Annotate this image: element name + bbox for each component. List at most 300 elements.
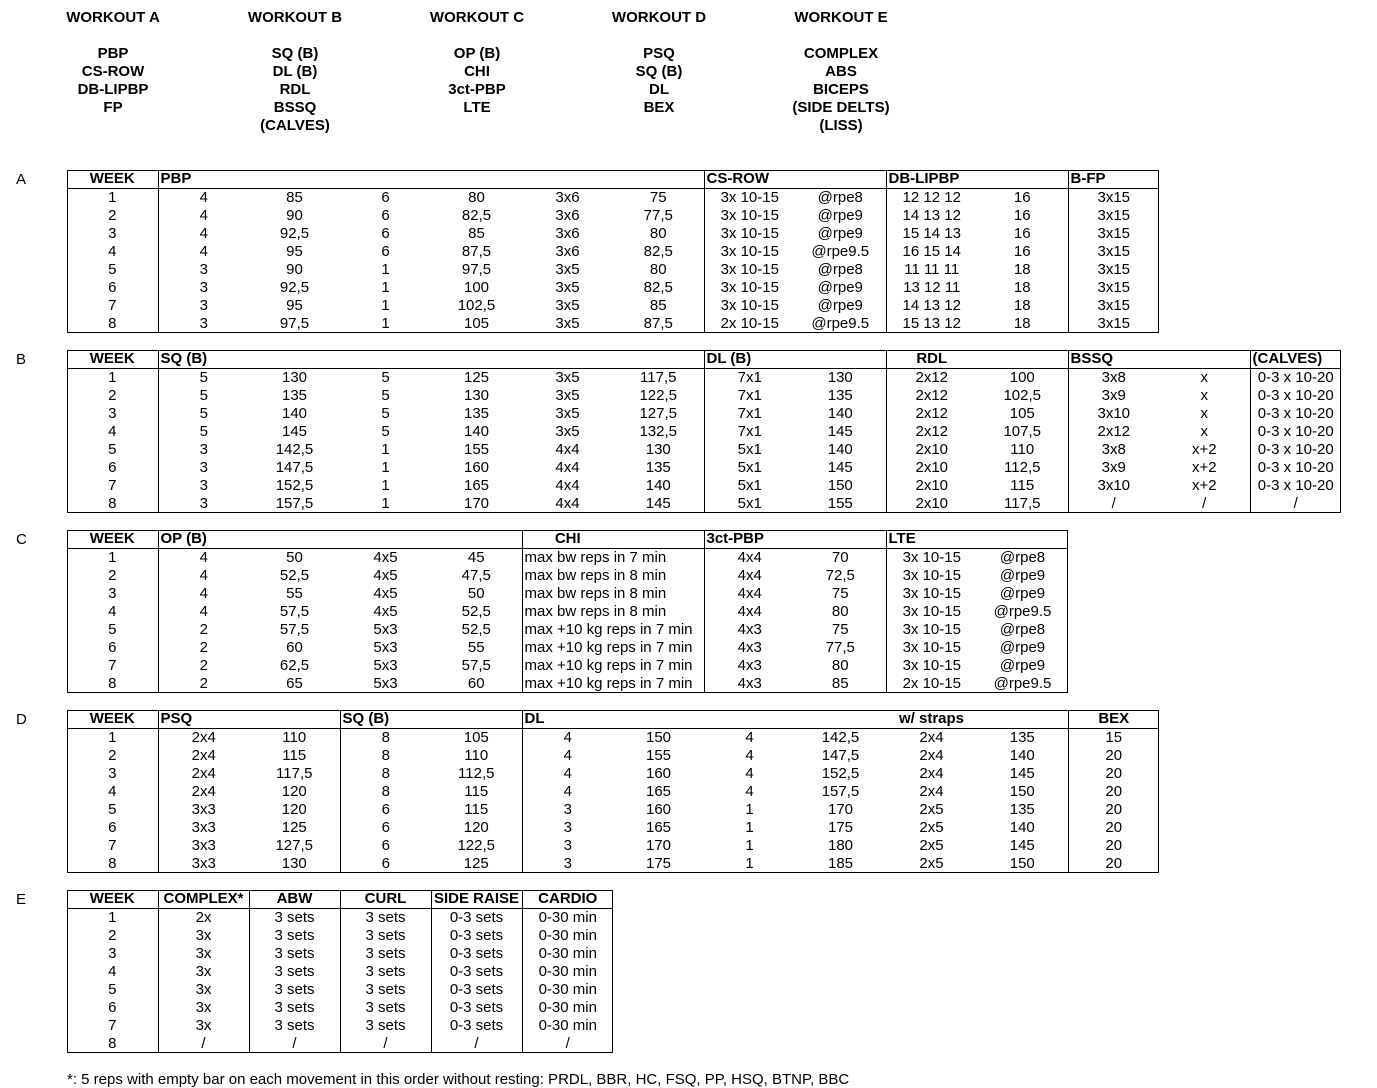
table-cell: 3: [158, 279, 249, 297]
table-cell: 5: [158, 369, 249, 388]
table-cell: 125: [463, 855, 489, 872]
table-cell: 2: [158, 657, 249, 675]
table-cell: 4: [745, 729, 754, 746]
workout-title: WORKOUT A: [66, 9, 160, 26]
table-cell: 175: [827, 819, 854, 836]
table-cell: x: [1200, 369, 1208, 386]
table-cell: 4x3: [704, 675, 795, 693]
table-cell: 4x4: [555, 441, 580, 458]
table-header-row: [67, 710, 1159, 729]
table-cell: 170: [645, 837, 672, 854]
table-cell: 3x: [158, 945, 249, 963]
table-row: [67, 315, 1159, 333]
workout-item: DL: [649, 81, 669, 98]
column-header: PSQ: [158, 710, 249, 729]
table-cell: 3x15: [1068, 279, 1159, 297]
table-cell: 3x15: [1068, 243, 1159, 261]
table-cell: 16: [1013, 189, 1031, 206]
table-cell: 4: [522, 747, 613, 765]
column-header: [613, 170, 704, 189]
column-header: [977, 710, 1068, 729]
table-cell: 3x15: [1068, 315, 1159, 333]
table-cell: 2x4: [158, 747, 249, 765]
table-cell: 90: [286, 261, 303, 278]
table-workout-b: [67, 350, 1341, 513]
table-cell: 0-30 min: [522, 945, 613, 963]
table-cell: 4x4: [704, 567, 795, 585]
column-header: [249, 170, 340, 189]
column-header: w/ straps: [886, 710, 977, 729]
table-cell: 102,5: [457, 297, 496, 314]
table-cell: /: [522, 1035, 613, 1053]
table-cell: 132,5: [639, 423, 678, 440]
table-cell: 2: [108, 567, 117, 584]
column-header: SIDE RAISE: [431, 890, 522, 909]
table-cell: 100: [463, 279, 490, 296]
table-cell: 0-30 min: [522, 1017, 613, 1035]
table-cell: 77,5: [643, 207, 673, 224]
table-cell: 3x 10-15: [704, 279, 795, 297]
table-cell: 152,5: [821, 765, 860, 782]
table-row: [67, 657, 1068, 675]
table-cell: 8: [340, 729, 431, 748]
table-row: [67, 567, 1068, 585]
column-header: BSSQ: [1068, 350, 1159, 369]
table-header-row: [67, 170, 1159, 189]
table-cell: 3x 10-15: [704, 297, 795, 315]
table-cell: 5x3: [373, 639, 398, 656]
table-cell: 4x5: [373, 603, 398, 620]
table-cell: 105: [463, 315, 490, 332]
column-header: SQ (B): [340, 710, 431, 729]
table-cell: @rpe9.5: [993, 675, 1052, 692]
table-cell: 2x12: [886, 369, 977, 388]
section-letter-e: E: [16, 891, 27, 908]
table-cell: 4: [158, 207, 249, 225]
table-cell: 14 13 12: [886, 207, 977, 225]
table-cell: 110: [464, 747, 489, 764]
table-cell: 85: [286, 189, 303, 206]
table-cell: 130: [463, 387, 490, 404]
table-cell: 2x4: [158, 783, 249, 801]
table-cell: 3: [158, 477, 249, 495]
table-cell: 2x10: [886, 495, 977, 513]
table-cell: 0-3 sets: [431, 945, 522, 963]
table-cell: 20: [1068, 855, 1159, 873]
table-cell: 75: [649, 189, 667, 206]
table-cell: /: [158, 1035, 249, 1053]
table-cell: 135: [1009, 729, 1035, 746]
column-header: [704, 710, 795, 729]
table-cell: 7: [108, 297, 117, 314]
table-cell: 0-3 x 10-20: [1250, 387, 1341, 405]
table-cell: 20: [1068, 747, 1159, 765]
table-cell: 5x1: [704, 477, 795, 495]
table-cell: /: [1250, 495, 1341, 513]
table-cell: 55: [467, 639, 485, 656]
table-cell: 0-3 x 10-20: [1250, 441, 1341, 459]
column-header: OP (B): [158, 530, 249, 549]
table-cell: x: [1200, 423, 1208, 440]
table-cell: @rpe9.5: [993, 603, 1052, 620]
table-cell: 142,5: [821, 729, 860, 746]
table-cell: 82,5: [461, 207, 492, 224]
table-cell: 3x15: [1068, 225, 1159, 243]
table-cell: 82,5: [643, 279, 673, 296]
table-cell: 70: [831, 549, 849, 566]
table-cell: x: [1200, 405, 1208, 422]
table-cell: 2x5: [919, 855, 944, 872]
table-cell: 5x3: [373, 621, 398, 638]
table-cell: 8: [108, 495, 117, 512]
table-cell: max bw reps in 8 min: [522, 567, 613, 585]
table-cell: 110: [1010, 441, 1035, 458]
table-cell: 105: [1009, 405, 1035, 422]
table-cell: 140: [645, 477, 671, 494]
table-cell: 127,5: [275, 837, 314, 854]
table-cell: 2x4: [158, 729, 249, 748]
column-header: DL (B): [704, 350, 795, 369]
table-row: [67, 459, 1341, 477]
table-cell: 115: [464, 783, 489, 800]
table-cell: 0-3 x 10-20: [1250, 405, 1341, 423]
table-cell: 90: [286, 207, 303, 224]
column-header: [613, 710, 704, 729]
table-cell: @rpe9: [999, 585, 1046, 602]
column-header: [977, 170, 1068, 189]
table-cell: x+2: [1191, 459, 1217, 476]
table-cell: 5: [158, 387, 249, 405]
table-cell: 0-3 sets: [431, 909, 522, 928]
table-cell: 4: [745, 783, 754, 800]
table-cell: 87,5: [643, 315, 673, 332]
table-cell: 5x1: [704, 441, 795, 459]
table-cell: 4: [158, 243, 249, 261]
table-cell: 1: [381, 477, 390, 494]
workout-item: 3ct-PBP: [448, 81, 506, 98]
table-cell: 152,5: [275, 477, 314, 494]
table-cell: 4: [158, 567, 249, 585]
table-cell: 0-30 min: [522, 963, 613, 981]
table-cell: 2x 10-15: [704, 315, 795, 333]
table-cell: 130: [281, 369, 308, 386]
table-cell: 85: [649, 297, 667, 314]
table-cell: 3: [158, 459, 249, 477]
workout-item: PSQ: [643, 45, 675, 62]
table-cell: 80: [649, 261, 667, 278]
table-cell: 6: [108, 279, 117, 296]
table-cell: 3x5: [555, 405, 580, 422]
table-row: [67, 297, 1159, 315]
table-cell: 3 sets: [340, 999, 431, 1017]
table-cell: 147,5: [275, 459, 314, 476]
table-cell: 13 12 11: [886, 279, 977, 297]
table-cell: 155: [827, 495, 853, 512]
table-cell: @rpe9.5: [811, 315, 870, 332]
table-cell: 95: [286, 243, 303, 260]
table-cell: 145: [645, 495, 671, 512]
table-cell: 135: [827, 387, 853, 404]
table-cell: 75: [831, 585, 849, 602]
table-cell: 7: [108, 1017, 117, 1034]
column-header: COMPLEX*: [158, 890, 249, 909]
table-cell: 4: [522, 729, 613, 748]
workout-item: FP: [103, 99, 123, 116]
column-header: [613, 530, 704, 549]
table-cell: 135: [645, 459, 671, 476]
table-cell: @rpe9: [999, 567, 1046, 584]
table-cell: 117,5: [640, 369, 677, 386]
table-cell: 170: [463, 495, 490, 512]
table-cell: 20: [1068, 819, 1159, 837]
table-cell: 3x 10-15: [886, 657, 977, 675]
table-cell: 2x10: [886, 477, 977, 495]
table-cell: 3: [158, 297, 249, 315]
table-cell: 3: [158, 315, 249, 333]
workout-d-column: [569, 9, 749, 117]
column-header: DL: [522, 710, 613, 729]
table-cell: 20: [1068, 837, 1159, 855]
section-letter-a: A: [16, 171, 27, 188]
table-cell: 2: [158, 639, 249, 657]
table-cell: x+2: [1191, 441, 1217, 458]
column-header: [340, 350, 431, 369]
table-cell: 100: [1009, 369, 1035, 386]
table-cell: 5: [108, 981, 117, 998]
table-cell: 3x: [158, 999, 249, 1017]
table-cell: 107,5: [1003, 423, 1042, 440]
table-cell: 5x3: [373, 657, 398, 674]
table-cell: 7x1: [704, 405, 795, 423]
column-header: 3ct-PBP: [704, 530, 795, 549]
table-cell: 3: [158, 495, 249, 513]
table-cell: 4x5: [373, 585, 398, 602]
column-header: [340, 170, 431, 189]
table-cell: 145: [827, 423, 853, 440]
table-cell: 3 sets: [249, 1017, 340, 1035]
table-row: [67, 477, 1341, 495]
table-cell: 6: [108, 459, 117, 476]
table-cell: 140: [1009, 747, 1035, 764]
table-cell: x+2: [1191, 477, 1217, 494]
column-header: DB-LIPBP: [886, 170, 977, 189]
table-cell: 5x1: [704, 459, 795, 477]
table-cell: 4: [745, 747, 754, 764]
table-cell: 135: [463, 405, 490, 422]
table-cell: 4x3: [704, 639, 795, 657]
table-cell: 18: [1013, 279, 1031, 296]
table-cell: 3x15: [1068, 297, 1159, 315]
table-cell: 2x12: [886, 387, 977, 405]
column-header: WEEK: [67, 170, 158, 189]
table-cell: max +10 kg reps in 7 min: [522, 675, 613, 693]
table-cell: 8: [108, 315, 117, 332]
workout-item: BSSQ: [273, 99, 317, 116]
table-row: [67, 945, 613, 963]
table-header-row: [67, 530, 1068, 549]
table-cell: 150: [645, 729, 672, 746]
workout-item: BICEPS: [813, 81, 869, 98]
table-cell: @rpe8: [817, 261, 863, 278]
table-cell: 2x4: [919, 783, 944, 800]
table-row: [67, 387, 1341, 405]
table-cell: 7: [108, 657, 117, 674]
table-cell: 3x5: [555, 315, 580, 332]
workout-title: WORKOUT B: [247, 9, 343, 26]
table-cell: 4x4: [555, 495, 580, 512]
table-cell: 85: [831, 675, 849, 692]
column-header: BEX: [1068, 710, 1159, 729]
table-cell: 4: [108, 603, 117, 620]
table-cell: 16: [1013, 243, 1031, 260]
section-letter-c: C: [16, 531, 27, 548]
table-cell: 3 sets: [340, 981, 431, 999]
table-cell: 3x3: [158, 855, 249, 873]
table-cell: 150: [827, 477, 853, 494]
table-row: [67, 1017, 613, 1035]
column-header: [431, 170, 522, 189]
table-cell: 125: [463, 369, 490, 386]
table-cell: 18: [1013, 261, 1031, 278]
table-row: [67, 225, 1159, 243]
table-cell: 7: [108, 837, 117, 854]
table-cell: @rpe9: [999, 639, 1046, 656]
table-cell: max +10 kg reps in 7 min: [522, 621, 613, 639]
table-cell: 145: [827, 459, 853, 476]
table-cell: 4x5: [373, 567, 398, 584]
table-cell: 6: [381, 243, 390, 260]
table-cell: 5x1: [704, 495, 795, 513]
table-cell: 3x 10-15: [704, 207, 795, 225]
table-cell: 135: [1009, 801, 1035, 818]
table-cell: 140: [281, 405, 308, 422]
table-cell: 8: [340, 765, 431, 783]
table-cell: 3x: [158, 927, 249, 945]
section-letter-d: D: [16, 711, 27, 728]
table-cell: 1: [381, 315, 390, 332]
table-cell: 80: [831, 603, 849, 620]
table-row: [67, 765, 1159, 783]
table-cell: 57,5: [279, 603, 310, 620]
column-header: [795, 710, 886, 729]
table-cell: 14 13 12: [886, 297, 977, 315]
table-cell: @rpe8: [999, 549, 1046, 566]
table-cell: 3: [522, 801, 613, 819]
column-header: [340, 530, 431, 549]
table-cell: 150: [1009, 855, 1035, 872]
table-cell: 52,5: [461, 603, 491, 620]
table-cell: 2x12: [1068, 423, 1159, 441]
table-cell: 0-30 min: [522, 927, 613, 945]
column-header: [1159, 350, 1250, 369]
workout-item: (LISS): [819, 117, 863, 134]
table-cell: 8: [108, 1035, 117, 1052]
table-row: [67, 1035, 613, 1053]
table-header-row: [67, 890, 613, 909]
table-cell: 82,5: [643, 243, 673, 260]
table-cell: 5: [108, 261, 117, 278]
table-row: [67, 585, 1068, 603]
table-cell: @rpe9: [817, 225, 863, 242]
table-cell: 165: [645, 819, 672, 836]
table-cell: 20: [1068, 783, 1159, 801]
table-cell: 3x3: [158, 819, 249, 837]
table-cell: 4x3: [704, 621, 795, 639]
table-cell: 4: [108, 243, 117, 260]
table-cell: 2: [158, 621, 249, 639]
table-cell: 130: [827, 369, 853, 386]
table-cell: 50: [286, 549, 303, 566]
workout-item: CS-ROW: [81, 63, 145, 80]
table-cell: 45: [467, 549, 485, 566]
table-cell: 135: [281, 387, 308, 404]
table-cell: 18: [1013, 297, 1031, 314]
table-cell: 97,5: [461, 261, 492, 278]
table-cell: 3x 10-15: [704, 243, 795, 261]
table-cell: 5: [158, 423, 249, 441]
table-cell: /: [1068, 495, 1159, 513]
workout-title: WORKOUT D: [611, 9, 707, 26]
table-row: [67, 729, 1159, 748]
table-cell: 5: [108, 621, 117, 638]
table-cell: 140: [1009, 819, 1035, 836]
table-cell: 16: [1013, 225, 1031, 242]
column-header: [795, 170, 886, 189]
table-cell: 3: [108, 765, 117, 782]
table-cell: 2x5: [919, 819, 944, 836]
table-row: [67, 441, 1341, 459]
workout-item: DB-LIPBP: [77, 81, 149, 98]
table-row: [67, 621, 1068, 639]
table-cell: 3: [522, 837, 613, 855]
table-cell: 3x 10-15: [704, 261, 795, 279]
table-cell: 3x: [158, 963, 249, 981]
table-cell: 60: [286, 639, 303, 656]
table-cell: 3x8: [1068, 441, 1159, 459]
table-cell: 5: [158, 405, 249, 423]
table-cell: 3x15: [1068, 189, 1159, 208]
table-cell: 3x5: [555, 279, 580, 296]
table-cell: 3x 10-15: [704, 189, 795, 208]
table-cell: 117,5: [276, 765, 313, 782]
table-cell: 3: [522, 855, 613, 873]
table-cell: x: [1200, 387, 1208, 404]
table-row: [67, 783, 1159, 801]
table-cell: 8: [108, 675, 117, 692]
table-workout-a: [67, 170, 1159, 333]
table-cell: 52,5: [461, 621, 491, 638]
table-cell: max bw reps in 8 min: [522, 585, 613, 603]
table-cell: 1: [108, 189, 117, 206]
table-row: [67, 405, 1341, 423]
table-cell: 120: [281, 801, 307, 818]
table-cell: 0-3 x 10-20: [1250, 369, 1341, 388]
table-row: [67, 243, 1159, 261]
table-cell: 3 sets: [340, 909, 431, 928]
table-cell: 122,5: [639, 387, 678, 404]
table-cell: 140: [463, 423, 490, 440]
table-row: [67, 207, 1159, 225]
table-cell: 112,5: [1004, 459, 1041, 476]
table-cell: 3 sets: [249, 981, 340, 999]
table-row: [67, 189, 1159, 208]
table-cell: 6: [340, 819, 431, 837]
table-cell: 3x9: [1068, 459, 1159, 477]
table-cell: 3x5: [555, 369, 580, 386]
table-cell: /: [1202, 495, 1207, 512]
table-cell: 5: [381, 423, 390, 440]
table-cell: 6: [381, 225, 390, 242]
